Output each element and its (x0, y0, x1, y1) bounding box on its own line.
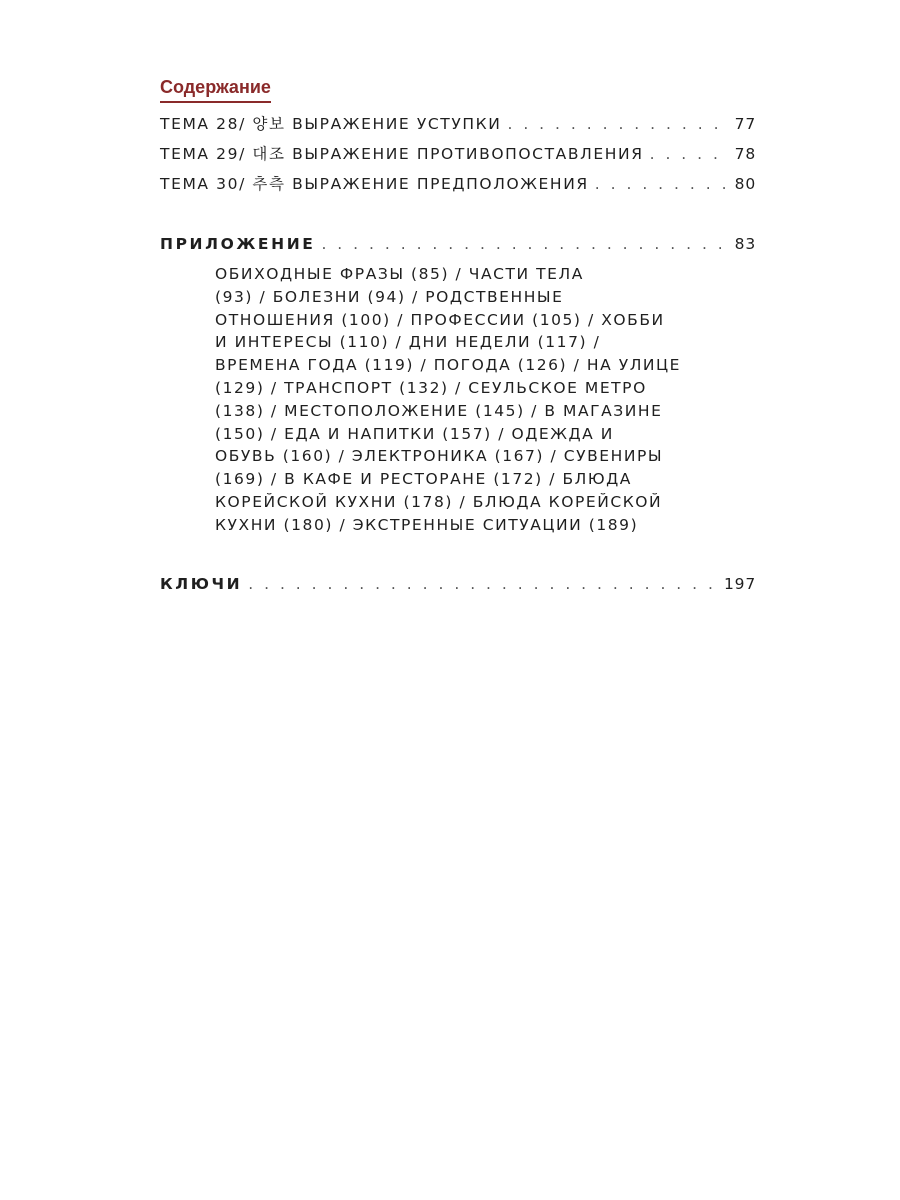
appendix-line: (169) / В КАФЕ И РЕСТОРАНЕ (172) / БЛЮДА (215, 470, 632, 489)
appendix-line: (93) / БОЛЕЗНИ (94) / РОДСТВЕННЫЕ (215, 287, 564, 306)
toc-entry-page: 77 (734, 115, 756, 133)
appendix-line: ВРЕМЕНА ГОДА (119) / ПОГОДА (126) / НА УЛИЦЕ (215, 356, 681, 375)
toc-entry-label: КЛЮЧИ (160, 574, 243, 593)
appendix-line: ОБУВЬ (160) / ЭЛЕКТРОНИКА (167) / СУВЕНИРЫ (215, 447, 664, 466)
appendix-line: И ИНТЕРЕСЫ (110) / ДНИ НЕДЕЛИ (117) / (215, 333, 601, 352)
toc-entry-page: 83 (734, 235, 756, 253)
appendix-line: КУХНИ (180) / ЭКСТРЕННЫЕ СИТУАЦИИ (189) (215, 515, 639, 534)
toc-entry-label: ТЕМА 30/ 추측 ВЫРАЖЕНИЕ ПРЕДПОЛОЖЕНИЯ (160, 175, 589, 193)
dot-leader (650, 139, 729, 169)
toc-entry-topic-28[interactable] (160, 109, 756, 139)
toc-entry-appendix[interactable] (160, 229, 756, 259)
toc-page (160, 76, 756, 599)
dot-leader (321, 229, 728, 259)
dot-leader (507, 109, 728, 139)
toc-entry-page: 78 (734, 145, 756, 163)
toc-entry-topic-30[interactable] (160, 169, 756, 199)
appendix-line: ОТНОШЕНИЯ (100) / ПРОФЕССИИ (105) / ХОББИ (215, 310, 665, 329)
toc-entry-page: 80 (734, 175, 756, 193)
toc-entry-keys[interactable] (160, 569, 756, 599)
toc-entry-page: 197 (724, 574, 756, 593)
appendix-line: (150) / ЕДА И НАПИТКИ (157) / ОДЕЖДА И (215, 424, 614, 443)
toc-entry-label: ПРИЛОЖЕНИЕ (160, 235, 316, 253)
toc-heading: Содержание (160, 76, 271, 103)
appendix-line: (138) / МЕСТОПОЛОЖЕНИЕ (145) / В МАГАЗИНЕ (215, 401, 663, 420)
toc-entry-label: ТЕМА 28/ 양보 ВЫРАЖЕНИЕ УСТУПКИ (160, 115, 502, 133)
appendix-line: КОРЕЙСКОЙ КУХНИ (178) / БЛЮДА КОРЕЙСКОЙ (215, 492, 663, 511)
dot-leader (595, 169, 729, 199)
toc-entry-topic-29[interactable] (160, 139, 756, 169)
appendix-line: ОБИХОДНЫЕ ФРАЗЫ (85) / ЧАСТИ ТЕЛА (215, 265, 584, 283)
appendix-line: (129) / ТРАНСПОРТ (132) / СЕУЛЬСКОЕ МЕТРО (215, 378, 647, 397)
toc-entry-label: ТЕМА 29/ 대조 ВЫРАЖЕНИЕ ПРОТИВОПОСТАВЛЕНИЯ (160, 145, 644, 163)
dot-leader (248, 569, 718, 599)
appendix-contents (215, 263, 715, 537)
